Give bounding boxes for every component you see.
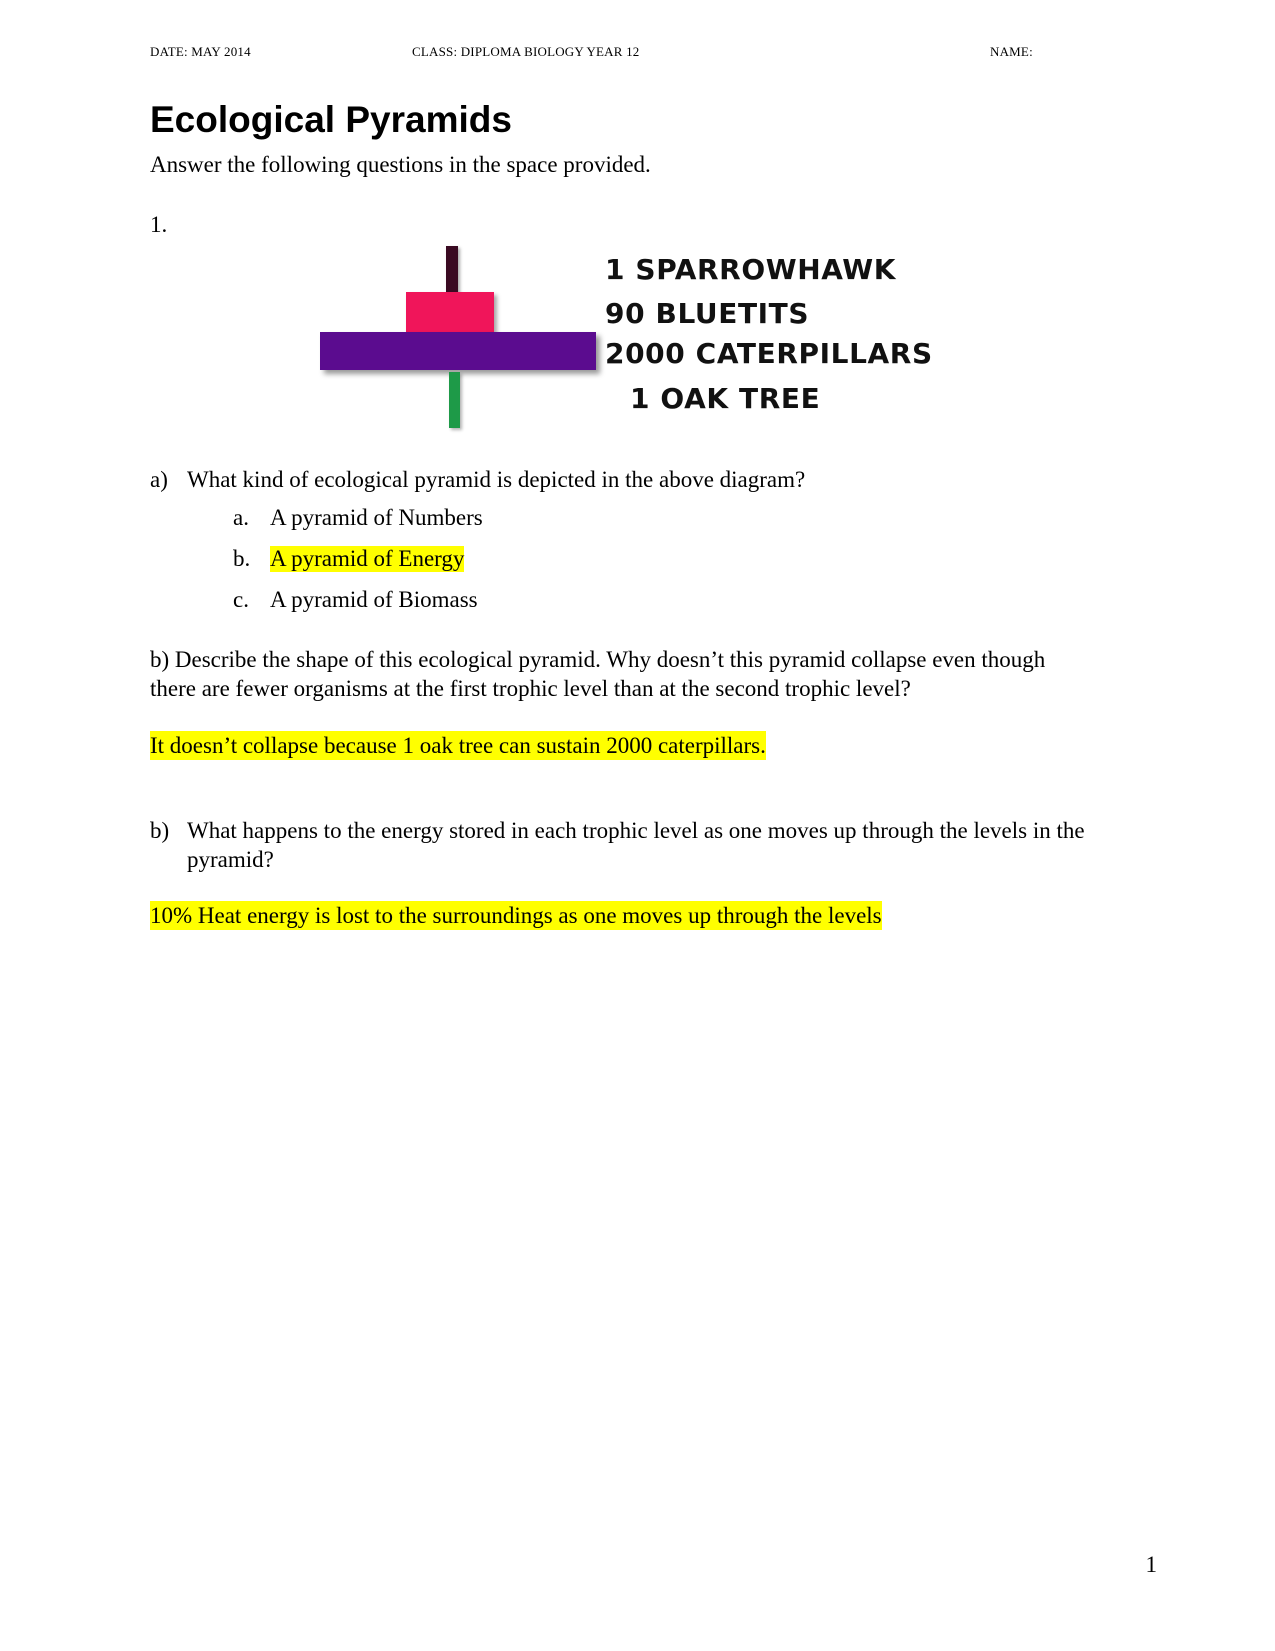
- label-caterpillars: 2000 CATERPILLARS: [605, 337, 933, 370]
- answer-b: It doesn’t collapse because 1 oak tree can sustain 2000 caterpillars.: [150, 733, 766, 758]
- header-class: CLASS: DIPLOMA BIOLOGY YEAR 12: [412, 44, 640, 59]
- option-a-letter: a.: [233, 505, 249, 530]
- question-number: 1.: [150, 212, 168, 237]
- pyramid-figure: [320, 246, 980, 456]
- question-a-marker: a): [150, 467, 168, 492]
- question-c-line1: What happens to the energy stored in each trophic level as one moves up through the levels in the: [187, 818, 1085, 843]
- label-sparrowhawk: 1 SPARROWHAWK: [605, 253, 897, 286]
- bar-caterpillars: [320, 332, 596, 370]
- page-title: Ecological Pyramids: [150, 99, 512, 140]
- question-b-line1: b) Describe the shape of this ecological pyramid. Why doesn’t this pyramid collapse even though: [150, 647, 1046, 672]
- question-c-line2: pyramid?: [187, 847, 274, 872]
- header-date: DATE: MAY 2014: [150, 44, 251, 59]
- bar-bluetits: [406, 292, 494, 334]
- option-c-text: A pyramid of Biomass: [270, 587, 478, 612]
- option-a-text: A pyramid of Numbers: [270, 505, 483, 530]
- question-c-marker: b): [150, 818, 170, 843]
- label-oak-tree: 1 OAK TREE: [630, 382, 821, 415]
- question-a-text: What kind of ecological pyramid is depicted in the above diagram?: [187, 467, 806, 492]
- question-b-line2: there are fewer organisms at the first trophic level than at the second trophic level?: [150, 676, 911, 701]
- answer-c: 10% Heat energy is lost to the surroundings as one moves up through the levels: [150, 903, 882, 928]
- option-c-letter: c.: [233, 587, 249, 612]
- option-b-text: A pyramid of Energy: [270, 546, 465, 571]
- bar-oak-tree: [449, 372, 460, 428]
- header-name: NAME:: [990, 44, 1033, 59]
- label-bluetits: 90 BLUETITS: [605, 297, 810, 330]
- page-number: 1: [1145, 1552, 1157, 1577]
- option-b-letter: b.: [233, 546, 251, 571]
- instructions: Answer the following questions in the space provided.: [150, 152, 651, 177]
